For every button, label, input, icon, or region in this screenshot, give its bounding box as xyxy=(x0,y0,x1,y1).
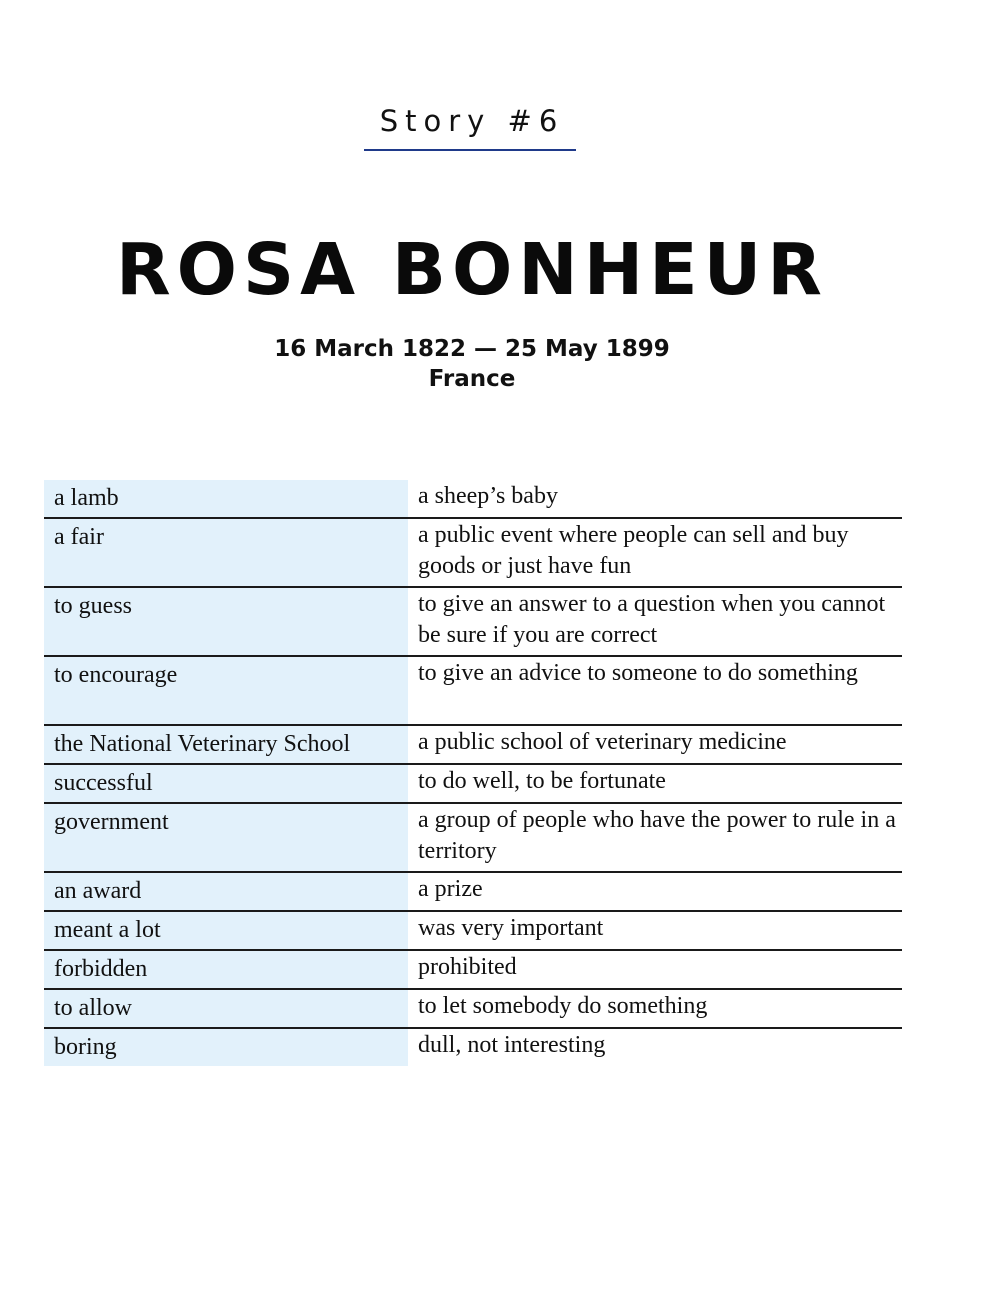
glossary-term: the National Veterinary School xyxy=(54,731,351,757)
glossary-term: meant a lot xyxy=(54,917,161,943)
glossary-term: to encourage xyxy=(54,662,178,688)
glossary-row xyxy=(44,951,902,990)
glossary-term: government xyxy=(54,809,169,835)
glossary-definition: a group of people who have the power to rule in a territory xyxy=(418,807,896,864)
life-dates: 16 March 1822 — 25 May 1899 xyxy=(274,336,670,362)
page-title: ROSA BONHEUR xyxy=(116,228,828,311)
country: France xyxy=(428,366,516,392)
glossary-definition: to give an answer to a question when you cannot be sure if you are correct xyxy=(418,591,886,648)
glossary-row xyxy=(44,804,902,873)
glossary-row xyxy=(44,726,902,765)
glossary-term: boring xyxy=(54,1034,117,1060)
glossary-definition: was very important xyxy=(418,915,604,941)
glossary-term: to guess xyxy=(54,593,132,619)
glossary-row xyxy=(44,912,902,951)
glossary-row xyxy=(44,588,902,657)
glossary-definition: dull, not interesting xyxy=(418,1032,606,1058)
story-underline xyxy=(364,149,576,151)
story-label: Story #6 xyxy=(379,104,565,138)
glossary-row xyxy=(44,519,902,588)
glossary-term: forbidden xyxy=(54,956,148,982)
glossary-definition: a public school of veterinary medicine xyxy=(418,729,787,755)
glossary-definition: a prize xyxy=(418,876,483,902)
glossary-term: an award xyxy=(54,878,142,904)
glossary-row xyxy=(44,1029,902,1068)
glossary-row xyxy=(44,990,902,1029)
glossary-term: successful xyxy=(54,770,153,796)
glossary-row xyxy=(44,765,902,804)
glossary-definition: to let somebody do something xyxy=(418,993,708,1019)
glossary-definition: prohibited xyxy=(418,954,517,980)
glossary-term: a fair xyxy=(54,524,104,550)
glossary-definition: a sheep’s baby xyxy=(418,483,558,509)
glossary-term: to allow xyxy=(54,995,132,1021)
glossary-row xyxy=(44,480,902,519)
glossary-row xyxy=(44,657,902,726)
glossary-definition: to do well, to be fortunate xyxy=(418,768,666,794)
glossary-term: a lamb xyxy=(54,485,119,511)
glossary-row xyxy=(44,873,902,912)
glossary-definition: a public event where people can sell and buy goods or just have fun xyxy=(418,522,849,579)
glossary-definition: to give an advice to someone to do something xyxy=(418,660,858,686)
